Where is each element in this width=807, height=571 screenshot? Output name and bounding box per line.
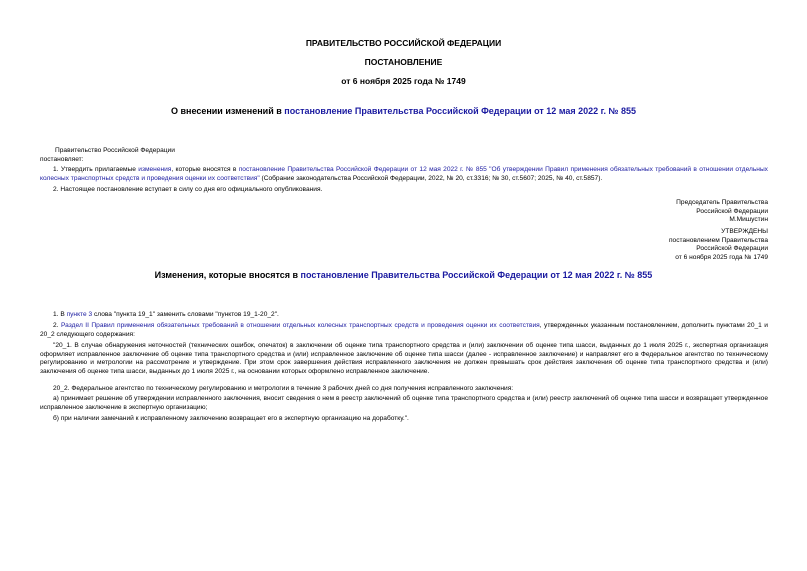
paragraph-20-2-a-text: а) принимает решение об утверждении исправленного заключения, вносит сведения о нем в реестр заключений об оценке типа транспортного средства и (или) реестр заключений об оценке типа шасси и возвращает утвержденное исправленное заключение в экспертную организацию; — [40, 395, 768, 411]
signature-line-1: Председатель Правительства — [676, 199, 768, 206]
clause-1 — [40, 166, 768, 183]
approval-line-1: УТВЕРЖДЕНЫ — [721, 228, 768, 235]
signature-block — [676, 199, 768, 225]
changes-title-prefix: Изменения, которые вносятся в — [154, 270, 301, 280]
changes-link[interactable]: изменения — [138, 166, 172, 173]
paragraph-20-1 — [40, 342, 768, 376]
title-decree-link[interactable]: постановление Правительства Российской Федерации от 12 мая 2022 г. № 855 — [284, 106, 637, 116]
paragraph-20-2 — [40, 385, 768, 394]
decree-855-link[interactable]: постановление Правительства Российской Федерации от 12 мая 2022 г. № 855 "Об утверждении Правил применения обязательных требований в отношении отдельных колесных транспортных средств и проведения оценки их соответствия" — [40, 166, 768, 182]
approval-line-3: Российской Федерации — [696, 245, 768, 253]
paragraph-20-1-text: "20_1. В случае обнаружения неточностей (технических ошибок, опечаток) в заключении об оценке типа транспортного средства и (или) заключении об оценке типа шасси, выданных до 1 июля 2025 г., экспертная организация оформляет исправленное заключение об оценке типа транспортного средства и (или) исправленное заключение об оценке типа шасси (далее - исправленное заключение) и направляет его в Федеральное агентство по техническому регулированию и метрологии на рассмотрение и утверждение. При этом срок завершения действия исправленного заключения не должен превышать срок действия заключения об оценке типа транспортного средства и (или) заключения об оценке типа шасси, выданных до 1 июля 2025 г., на основании которых оформлено исправленное заключение. — [40, 342, 768, 375]
paragraph-20-2-text: 20_2. Федеральное агентство по техническому регулированию и метрологии в течение 3 рабочих дней со дня получения исправленного заключения: — [53, 385, 514, 392]
paragraph-20-2-a — [40, 395, 768, 412]
clause-1-text-c: (Собрание законодательства Российской Федерации, 2022, № 20, ст.3316; № 30, ст.5607; 2025, № 40, ст.5857). — [259, 174, 603, 182]
changes-title-decree-link[interactable]: постановление Правительства Российской Федерации от 12 мая 2022 г. № 855 — [300, 270, 653, 280]
change-2-text-b: , утвержденных указанным постановлением, дополнить пунктами 20_1 и 20_2 следующего содержания: — [40, 322, 768, 338]
paragraph-20-2-b-text: б) при наличии замечаний к исправленному заключению возвращает его в экспертную организацию на доработку.". — [53, 415, 409, 422]
government-heading: ПРАВИТЕЛЬСТВО РОССИЙСКОЙ ФЕДЕРАЦИИ — [305, 38, 502, 48]
clause-2: 2. Настоящее постановление вступает в силу со дня его официального опубликования. — [53, 186, 323, 193]
clause-1-text-b: , которые вносятся в — [171, 166, 239, 173]
paragraph-20-2-b — [40, 415, 768, 424]
approval-line-4: от 6 ноября 2025 года № 1749 — [675, 253, 768, 261]
point-3-link[interactable]: пункте 3 — [66, 311, 93, 318]
preamble-line-1: Правительство Российской Федерации — [55, 147, 175, 154]
document-title-prefix: О внесении изменений в — [170, 106, 285, 116]
preamble-line-2: постановляет: — [40, 156, 84, 163]
change-1-text-a: 1. В — [53, 311, 67, 318]
change-1 — [53, 311, 279, 320]
doc-type-heading: ПОСТАНОВЛЕНИЕ — [364, 57, 443, 67]
section-2-rules-link[interactable]: Раздел II Правил применения обязательных требований в отношении отдельных колесных транспортных средств и проведения оценки их соответствия — [61, 322, 540, 329]
doc-date-number: от 6 ноября 2025 года № 1749 — [341, 76, 466, 86]
change-2 — [40, 322, 768, 339]
approval-block — [669, 228, 768, 262]
signature-line-2: Российской Федерации — [696, 207, 768, 215]
signature-name: М.Мишустин — [729, 216, 768, 224]
document-title — [0, 106, 807, 116]
approval-line-2: постановлением Правительства — [668, 236, 768, 244]
change-1-text-b: слова "пункта 19_1" заменить словами "пунктов 19_1-20_2". — [92, 311, 279, 318]
clause-1-text-a: 1. Утвердить прилагаемые — [53, 166, 139, 173]
change-2-text-a: 2. — [53, 322, 61, 329]
changes-title — [0, 270, 807, 280]
